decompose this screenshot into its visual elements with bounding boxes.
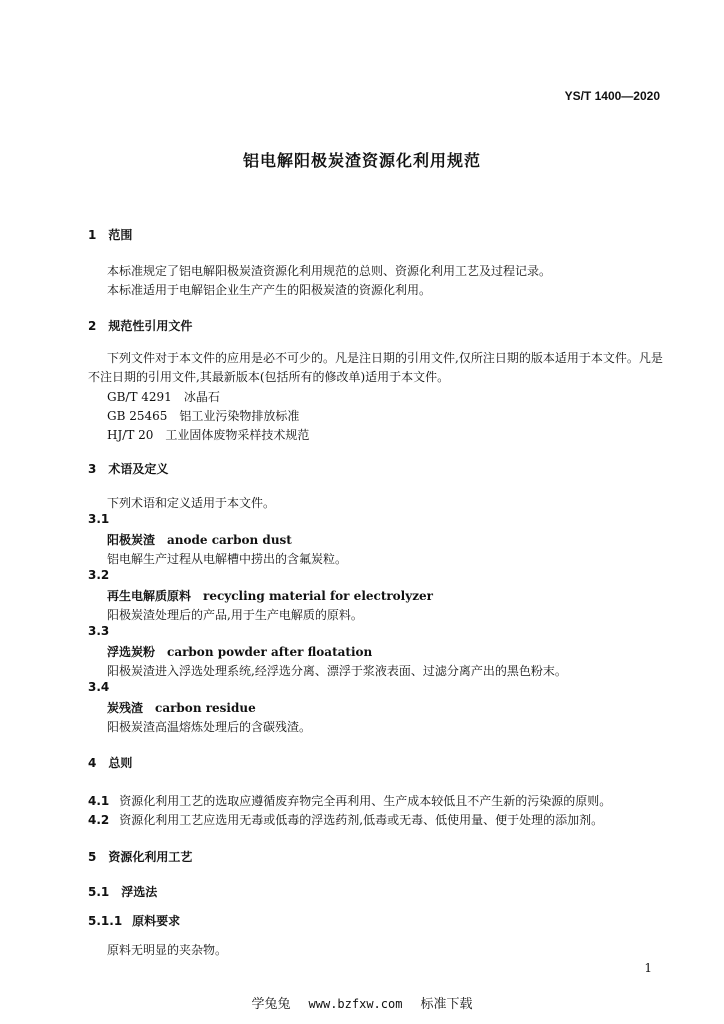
item-number: 4.1 bbox=[88, 794, 110, 808]
section-title: 术语及定义 bbox=[108, 462, 169, 476]
section-2-heading bbox=[88, 317, 192, 334]
page-number: 1 bbox=[644, 961, 652, 975]
term-english: carbon residue bbox=[155, 701, 256, 715]
item-text: 资源化利用工艺应选用无毒或低毒的浮选药剂,低毒或无毒、低使用量、便于处理的添加剂。 bbox=[119, 813, 604, 827]
reference-item bbox=[107, 407, 299, 424]
term-chinese: 浮选炭粉 bbox=[107, 645, 156, 659]
standard-code: YS/T 1400—2020 bbox=[564, 89, 660, 103]
item-text: 资源化利用工艺的选取应遵循废弃物完全再利用、生产成本较低且不产生新的污染源的原则。 bbox=[119, 794, 612, 808]
section-title: 规范性引用文件 bbox=[108, 319, 193, 333]
item-number: 4.2 bbox=[88, 813, 110, 827]
section-3-heading bbox=[88, 460, 168, 477]
reference-name: 工业固体废物采样技术规范 bbox=[165, 428, 310, 442]
term-chinese: 再生电解质原料 bbox=[107, 589, 192, 603]
general-item bbox=[88, 792, 611, 809]
term-definition: 阳极炭渣处理后的产品,用于生产电解质的原料。 bbox=[107, 608, 363, 622]
section-title: 总则 bbox=[108, 756, 133, 770]
reference-item bbox=[107, 388, 220, 405]
raw-material-requirement: 原料无明显的夹杂物。 bbox=[107, 943, 228, 957]
footer-url[interactable]: www.bzfxw.com bbox=[308, 997, 403, 1011]
reference-code: GB 25465 bbox=[107, 409, 168, 423]
term-english: recycling material for electrolyzer bbox=[203, 589, 433, 603]
reference-name: 铝工业污染物排放标准 bbox=[179, 409, 300, 423]
reference-code: HJ/T 20 bbox=[107, 428, 154, 442]
section-title: 范围 bbox=[108, 228, 133, 242]
document-title: 铝电解阳极炭渣资源化利用规范 bbox=[242, 151, 481, 170]
scope-paragraph-1: 本标准规定了铝电解阳极炭渣资源化利用规范的总则、资源化利用工艺及过程记录。 bbox=[107, 264, 552, 278]
reference-item bbox=[107, 426, 309, 443]
term-english: anode carbon dust bbox=[167, 533, 292, 547]
section-number: 1 bbox=[88, 228, 97, 242]
subsection-title: 浮选法 bbox=[121, 885, 158, 899]
section-5-heading bbox=[88, 848, 192, 865]
terms-intro: 下列术语和定义适用于本文件。 bbox=[107, 496, 276, 510]
term-definition: 阳极炭渣高温熔炼处理后的含碳残渣。 bbox=[107, 720, 312, 734]
section-1-heading bbox=[88, 226, 132, 243]
term-chinese: 阳极炭渣 bbox=[107, 533, 156, 547]
section-number: 4 bbox=[88, 756, 97, 770]
term-english: carbon powder after floatation bbox=[167, 645, 373, 659]
section-number: 2 bbox=[88, 319, 97, 333]
section-number: 3 bbox=[88, 462, 97, 476]
subsection-number: 5.1 bbox=[88, 885, 110, 899]
section-number: 5 bbox=[88, 850, 97, 864]
term-heading bbox=[107, 643, 372, 660]
term-number: 3.2 bbox=[88, 568, 110, 582]
subsection-5-1-1-heading bbox=[88, 912, 180, 929]
term-definition: 铝电解生产过程从电解槽中捞出的含氟炭粒。 bbox=[107, 552, 348, 566]
term-number: 3.3 bbox=[88, 624, 110, 638]
reference-name: 冰晶石 bbox=[183, 390, 220, 404]
references-paragraph: 下列文件对于本文件的应用是必不可少的。凡是注日期的引用文件,仅所注日期的版本适用于本文件。凡是不注日期的引用文件,其最新版本(包括所有的修改单)适用于本文件。 bbox=[88, 351, 663, 384]
term-heading bbox=[107, 587, 433, 604]
term-number: 3.4 bbox=[88, 680, 110, 694]
term-definition: 阳极炭渣进入浮选处理系统,经浮选分离、漂浮于浆液表面、过滤分离产出的黑色粉末。 bbox=[107, 664, 567, 678]
subsection-number: 5.1.1 bbox=[88, 914, 123, 928]
section-4-heading bbox=[88, 754, 132, 771]
subsection-title: 原料要求 bbox=[132, 914, 181, 928]
term-heading bbox=[107, 699, 256, 716]
scope-paragraph-2: 本标准适用于电解铝企业生产产生的阳极炭渣的资源化利用。 bbox=[107, 283, 432, 297]
general-item bbox=[88, 811, 603, 828]
reference-code: GB/T 4291 bbox=[107, 390, 172, 404]
footer-watermark bbox=[0, 993, 724, 1012]
subsection-5-1-heading bbox=[88, 883, 157, 900]
section-title: 资源化利用工艺 bbox=[108, 850, 193, 864]
term-number: 3.1 bbox=[88, 512, 110, 526]
footer-tagline: 标准下载 bbox=[420, 997, 473, 1012]
term-chinese: 炭残渣 bbox=[107, 701, 144, 715]
term-heading bbox=[107, 531, 292, 548]
footer-site-name: 学兔兔 bbox=[251, 997, 291, 1012]
